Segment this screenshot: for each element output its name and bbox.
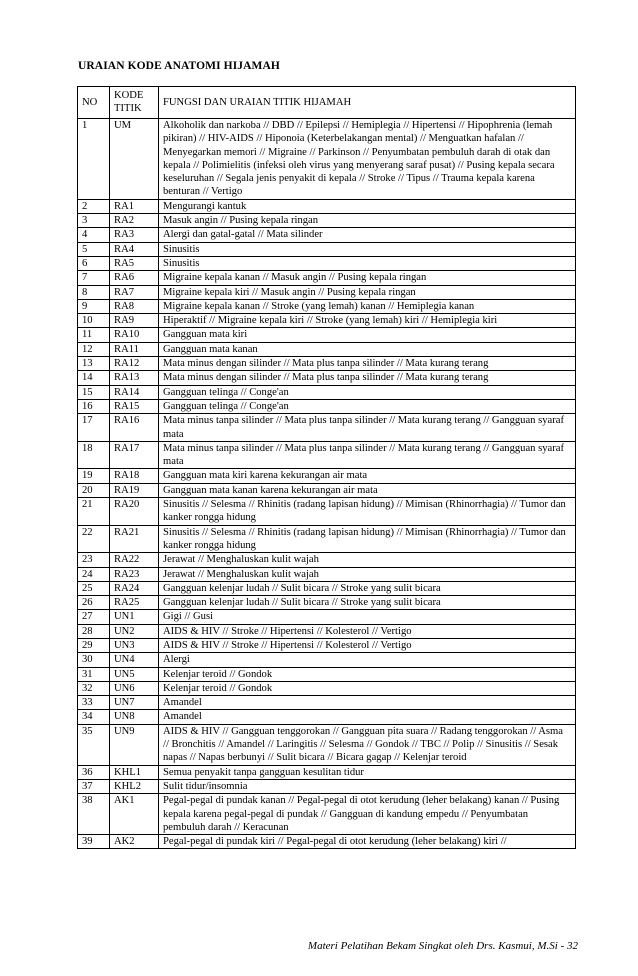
row-no: 29: [78, 638, 110, 652]
row-fungsi: Hiperaktif // Migraine kepala kiri // Stroke (yang lemah) kiri // Hemiplegia kiri: [159, 314, 576, 328]
row-kode: RA3: [110, 228, 159, 242]
page-footer: Materi Pelatihan Bekam Singkat oleh Drs. Kasmui, M.Si - 32: [307, 940, 578, 952]
table-row: [78, 624, 576, 638]
row-fungsi: Migraine kepala kanan // Masuk angin // Pusing kepala ringan: [159, 271, 576, 285]
row-no: 24: [78, 567, 110, 581]
row-no: 9: [78, 299, 110, 313]
row-fungsi: Alergi: [159, 653, 576, 667]
table-row: [78, 581, 576, 595]
row-kode: RA17: [110, 441, 159, 469]
row-no: 13: [78, 357, 110, 371]
row-no: 17: [78, 414, 110, 442]
row-kode: UN4: [110, 653, 159, 667]
row-fungsi: Pegal-pegal di pundak kiri // Pegal-pegal di otot kerudung (leher belakang) kiri //: [159, 835, 576, 849]
row-kode: UM: [110, 119, 159, 200]
row-no: 39: [78, 835, 110, 849]
row-kode: RA16: [110, 414, 159, 442]
row-kode: UN2: [110, 624, 159, 638]
row-fungsi: Jerawat // Menghaluskan kulit wajah: [159, 553, 576, 567]
row-no: 7: [78, 271, 110, 285]
row-fungsi: Sinusitis: [159, 242, 576, 256]
row-no: 36: [78, 765, 110, 779]
row-no: 37: [78, 779, 110, 793]
row-fungsi: Gangguan mata kanan karena kekurangan air mata: [159, 483, 576, 497]
table-row: [78, 314, 576, 328]
table-row: [78, 328, 576, 342]
row-fungsi: Masuk angin // Pusing kepala ringan: [159, 214, 576, 228]
row-fungsi: Gangguan kelenjar ludah // Sulit bicara // Stroke yang sulit bicara: [159, 581, 576, 595]
row-kode: RA14: [110, 385, 159, 399]
table-row: [78, 371, 576, 385]
table-row: [78, 835, 576, 849]
table-row: [78, 199, 576, 213]
row-no: 20: [78, 483, 110, 497]
row-fungsi: Mengurangi kantuk: [159, 199, 576, 213]
row-no: 8: [78, 285, 110, 299]
row-kode: RA20: [110, 498, 159, 526]
row-no: 21: [78, 498, 110, 526]
row-fungsi: AIDS & HIV // Stroke // Hipertensi // Kolesterol // Vertigo: [159, 638, 576, 652]
row-no: 4: [78, 228, 110, 242]
row-fungsi: Amandel: [159, 710, 576, 724]
row-kode: UN3: [110, 638, 159, 652]
table-row: [78, 653, 576, 667]
row-no: 27: [78, 610, 110, 624]
row-kode: RA13: [110, 371, 159, 385]
row-kode: RA15: [110, 399, 159, 413]
table-row: [78, 681, 576, 695]
table-row: [78, 525, 576, 553]
row-fungsi: Gangguan telinga // Conge'an: [159, 385, 576, 399]
row-fungsi: Alkoholik dan narkoba // DBD // Epilepsi // Hemiplegia // Hipertensi // Hipophrenia (lemah pikiran) // HIV-AIDS // Hiponoia (Keterbelakangan mental) // Menguatkan hafalan // Menyegarkan memori // Migraine // Parkinson // Penyumbatan pembuluh darah di otak dan kepala // Polimielitis (infeksi oleh virus yang menyerang saraf pusat) // Pusing kepala secara keseluruhan // Segala jenis penyakit di kepala // Stroke // Tipus // Trauma kepala karena benturan // Vertigo: [159, 119, 576, 200]
table-row: [78, 228, 576, 242]
row-fungsi: Gigi // Gusi: [159, 610, 576, 624]
row-kode: RA4: [110, 242, 159, 256]
row-kode: UN7: [110, 696, 159, 710]
table-row: [78, 724, 576, 765]
table-row: [78, 498, 576, 526]
row-fungsi: Gangguan mata kanan: [159, 342, 576, 356]
hijamah-table: [77, 86, 576, 849]
row-no: 15: [78, 385, 110, 399]
table-row: [78, 596, 576, 610]
row-kode: RA8: [110, 299, 159, 313]
table-row: [78, 553, 576, 567]
table-row: [78, 119, 576, 200]
row-no: 22: [78, 525, 110, 553]
row-no: 10: [78, 314, 110, 328]
row-no: 26: [78, 596, 110, 610]
row-kode: AK1: [110, 794, 159, 835]
row-no: 3: [78, 214, 110, 228]
table-row: [78, 710, 576, 724]
row-no: 2: [78, 199, 110, 213]
row-fungsi: Gangguan mata kiri: [159, 328, 576, 342]
table-body: [78, 119, 576, 849]
row-fungsi: Sinusitis // Selesma // Rhinitis (radang lapisan hidung) // Mimisan (Rhinorrhagia) // Tumor dan kanker rongga hidung: [159, 525, 576, 553]
row-kode: UN9: [110, 724, 159, 765]
table-row: [78, 256, 576, 270]
row-kode: RA21: [110, 525, 159, 553]
table-row: [78, 385, 576, 399]
row-fungsi: Gangguan kelenjar ludah // Sulit bicara // Stroke yang sulit bicara: [159, 596, 576, 610]
row-no: 16: [78, 399, 110, 413]
table-row: [78, 779, 576, 793]
header-kode: KODE TITIK: [110, 87, 159, 119]
row-fungsi: Gangguan telinga // Conge'an: [159, 399, 576, 413]
row-no: 33: [78, 696, 110, 710]
table-row: [78, 271, 576, 285]
row-kode: RA9: [110, 314, 159, 328]
table-row: [78, 357, 576, 371]
row-kode: KHL1: [110, 765, 159, 779]
table-header-row: [78, 87, 576, 119]
table-row: [78, 299, 576, 313]
row-fungsi: Mata minus tanpa silinder // Mata plus tanpa silinder // Mata kurang terang // Gangguan syaraf mata: [159, 414, 576, 442]
row-fungsi: AIDS & HIV // Stroke // Hipertensi // Kolesterol // Vertigo: [159, 624, 576, 638]
row-kode: RA11: [110, 342, 159, 356]
table-row: [78, 667, 576, 681]
page-title: URAIAN KODE ANATOMI HIJAMAH: [78, 60, 280, 72]
table-row: [78, 567, 576, 581]
row-fungsi: Sinusitis // Selesma // Rhinitis (radang lapisan hidung) // Mimisan (Rhinorrhagia) // Tumor dan kanker rongga hidung: [159, 498, 576, 526]
row-no: 35: [78, 724, 110, 765]
row-no: 18: [78, 441, 110, 469]
row-kode: RA5: [110, 256, 159, 270]
row-fungsi: Sinusitis: [159, 256, 576, 270]
row-kode: RA2: [110, 214, 159, 228]
header-no: NO: [78, 87, 110, 119]
row-fungsi: Sulit tidur/insomnia: [159, 779, 576, 793]
table-row: [78, 342, 576, 356]
row-no: 5: [78, 242, 110, 256]
row-fungsi: Migraine kepala kanan // Stroke (yang lemah) kanan // Hemiplegia kanan: [159, 299, 576, 313]
row-no: 31: [78, 667, 110, 681]
row-fungsi: Jerawat // Menghaluskan kulit wajah: [159, 567, 576, 581]
row-no: 12: [78, 342, 110, 356]
row-no: 38: [78, 794, 110, 835]
table-row: [78, 399, 576, 413]
row-kode: RA24: [110, 581, 159, 595]
row-no: 6: [78, 256, 110, 270]
row-fungsi: Mata minus dengan silinder // Mata plus tanpa silinder // Mata kurang terang: [159, 357, 576, 371]
row-no: 34: [78, 710, 110, 724]
row-fungsi: Kelenjar teroid // Gondok: [159, 681, 576, 695]
table-row: [78, 483, 576, 497]
row-fungsi: Gangguan mata kiri karena kekurangan air mata: [159, 469, 576, 483]
row-kode: KHL2: [110, 779, 159, 793]
row-kode: UN5: [110, 667, 159, 681]
row-kode: RA10: [110, 328, 159, 342]
row-kode: RA22: [110, 553, 159, 567]
row-kode: RA18: [110, 469, 159, 483]
row-fungsi: Pegal-pegal di pundak kanan // Pegal-pegal di otot kerudung (leher belakang) kanan // Pusing kepala karena pegal-pegal di pundak // Gangguan di kandung empedu // Penyumbatan pembuluh darah // Keracunan: [159, 794, 576, 835]
row-kode: RA7: [110, 285, 159, 299]
row-fungsi: Semua penyakit tanpa gangguan kesulitan tidur: [159, 765, 576, 779]
row-kode: RA1: [110, 199, 159, 213]
row-no: 19: [78, 469, 110, 483]
table-row: [78, 441, 576, 469]
table-row: [78, 610, 576, 624]
row-fungsi: Alergi dan gatal-gatal // Mata silinder: [159, 228, 576, 242]
row-kode: UN6: [110, 681, 159, 695]
row-no: 25: [78, 581, 110, 595]
table-row: [78, 214, 576, 228]
row-no: 30: [78, 653, 110, 667]
row-fungsi: AIDS & HIV // Gangguan tenggorokan // Gangguan pita suara // Radang tenggorokan // Asma // Bronchitis // Amandel // Laringitis // Selesma // Gondok // TBC // Polip // Sinusitis // Sesak napas // Napas berbunyi // Sulit bicara // Bicara gagap // Kelenjar teroid: [159, 724, 576, 765]
row-kode: RA19: [110, 483, 159, 497]
row-kode: RA23: [110, 567, 159, 581]
table-row: [78, 285, 576, 299]
row-no: 23: [78, 553, 110, 567]
row-no: 11: [78, 328, 110, 342]
row-no: 1: [78, 119, 110, 200]
row-fungsi: Mata minus dengan silinder // Mata plus tanpa silinder // Mata kurang terang: [159, 371, 576, 385]
row-kode: UN8: [110, 710, 159, 724]
row-no: 32: [78, 681, 110, 695]
row-kode: RA12: [110, 357, 159, 371]
row-fungsi: Kelenjar teroid // Gondok: [159, 667, 576, 681]
header-fungsi: FUNGSI DAN URAIAN TITIK HIJAMAH: [159, 87, 576, 119]
table-row: [78, 638, 576, 652]
table-row: [78, 765, 576, 779]
row-fungsi: Amandel: [159, 696, 576, 710]
row-kode: RA25: [110, 596, 159, 610]
table-row: [78, 696, 576, 710]
row-kode: AK2: [110, 835, 159, 849]
table-row: [78, 469, 576, 483]
row-kode: RA6: [110, 271, 159, 285]
row-no: 14: [78, 371, 110, 385]
table-row: [78, 242, 576, 256]
table-row: [78, 794, 576, 835]
row-fungsi: Migraine kepala kiri // Masuk angin // Pusing kepala ringan: [159, 285, 576, 299]
row-kode: UN1: [110, 610, 159, 624]
table-row: [78, 414, 576, 442]
row-no: 28: [78, 624, 110, 638]
row-fungsi: Mata minus tanpa silinder // Mata plus tanpa silinder // Mata kurang terang // Gangguan syaraf mata: [159, 441, 576, 469]
